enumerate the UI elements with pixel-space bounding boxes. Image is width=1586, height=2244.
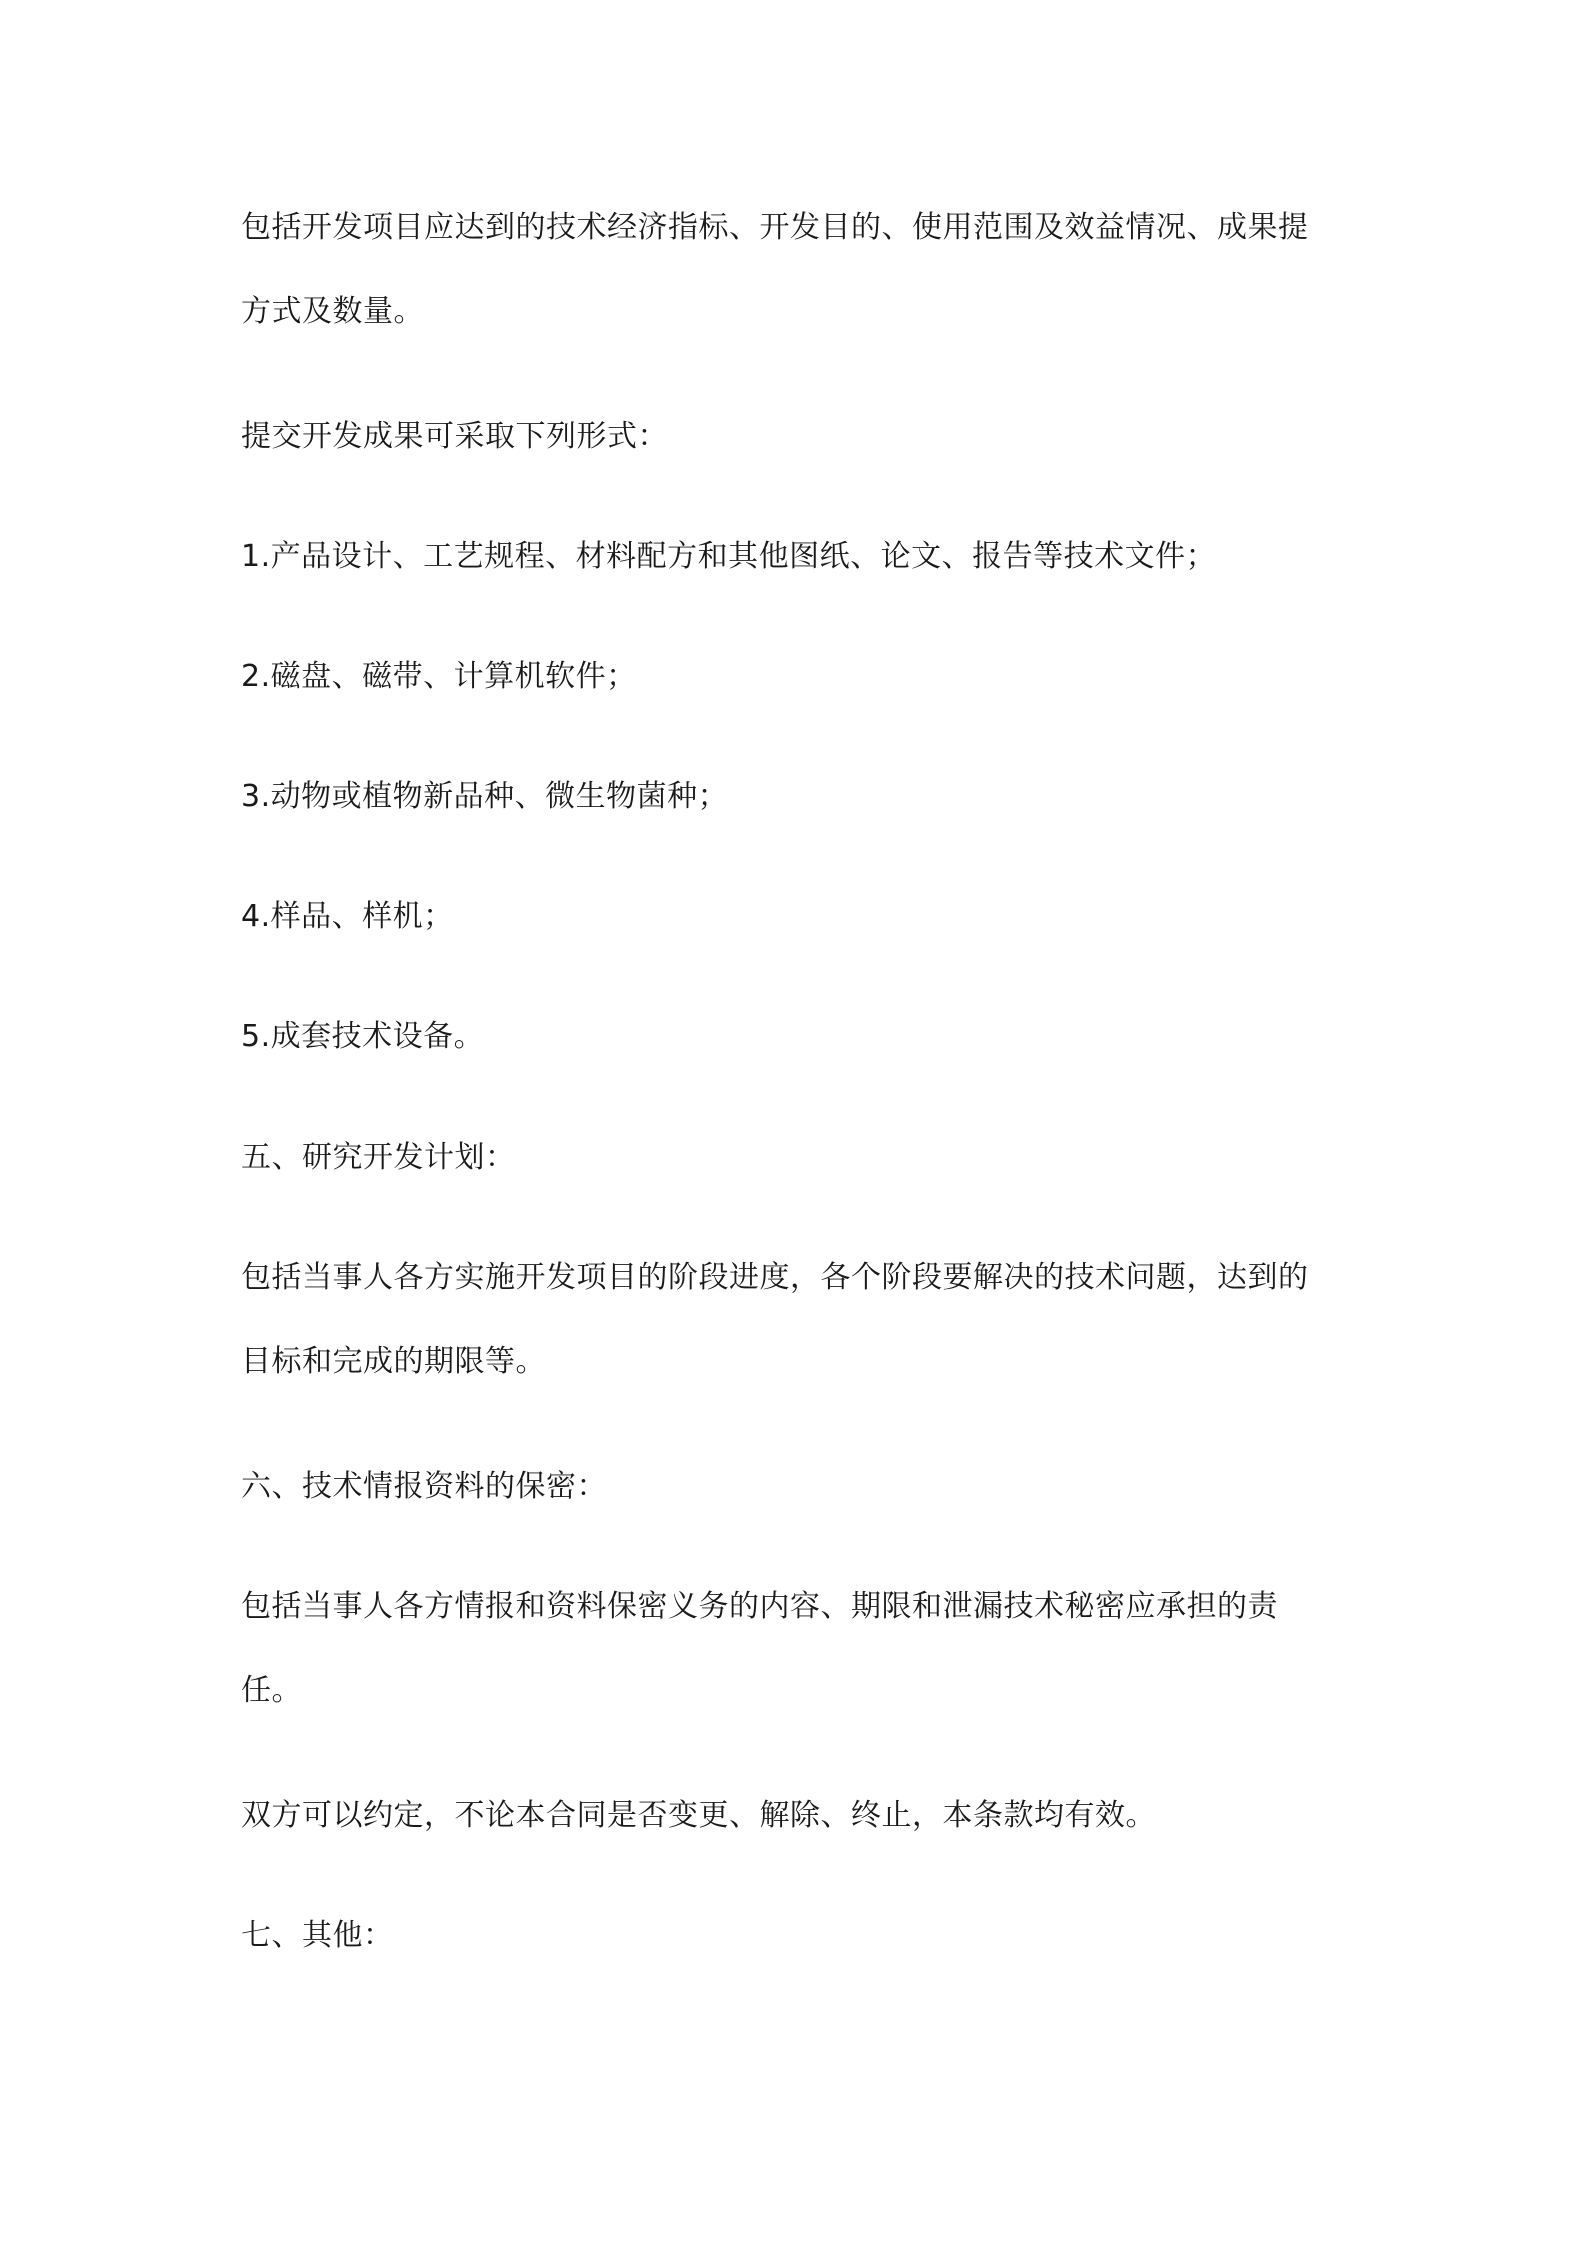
text-line: 五、研究开发计划：: [241, 1140, 516, 1175]
list-item-3: [241, 755, 1366, 839]
text-line: 任。: [241, 1673, 302, 1708]
section-heading-5: [241, 1116, 1366, 1200]
paragraph-forms-intro: [241, 395, 1366, 479]
text-line: 提交开发成果可采取下列形式：: [241, 419, 668, 454]
paragraph-validity-clause: [241, 1774, 1366, 1858]
text-line: 1.产品设计、工艺规程、材料配方和其他图纸、论文、报告等技术文件；: [241, 539, 1217, 574]
text-line: 目标和完成的期限等。: [241, 1344, 546, 1379]
text-line: 包括开发项目应达到的技术经济指标、开发目的、使用范围及效益情况、成果提: [241, 210, 1309, 245]
list-item-4: [241, 875, 1366, 959]
text-line: 包括当事人各方实施开发项目的阶段进度，各个阶段要解决的技术问题，达到的: [241, 1260, 1309, 1295]
text-line: 3.动物或植物新品种、微生物菌种；: [241, 779, 729, 814]
section-heading-7: [241, 1894, 1366, 1978]
text-line: 七、其他：: [241, 1918, 394, 1953]
text-line: 4.样品、样机；: [241, 899, 454, 934]
text-line: 2.磁盘、磁带、计算机软件；: [241, 659, 637, 694]
text-line: 5.成套技术设备。: [241, 1019, 485, 1054]
paragraph-confidentiality-desc: [241, 1565, 1366, 1733]
section-heading-6: [241, 1445, 1366, 1529]
text-line: 双方可以约定，不论本合同是否变更、解除、终止，本条款均有效。: [241, 1798, 1156, 1833]
list-item-1: [241, 515, 1366, 599]
paragraph-deliverables-desc: [241, 186, 1366, 354]
text-line: 方式及数量。: [241, 294, 424, 329]
text-line: 六、技术情报资料的保密：: [241, 1469, 607, 1504]
text-line: 包括当事人各方情报和资料保密义务的内容、期限和泄漏技术秘密应承担的责: [241, 1589, 1278, 1624]
list-item-5: [241, 995, 1366, 1079]
list-item-2: [241, 635, 1366, 719]
paragraph-plan-desc: [241, 1236, 1366, 1404]
